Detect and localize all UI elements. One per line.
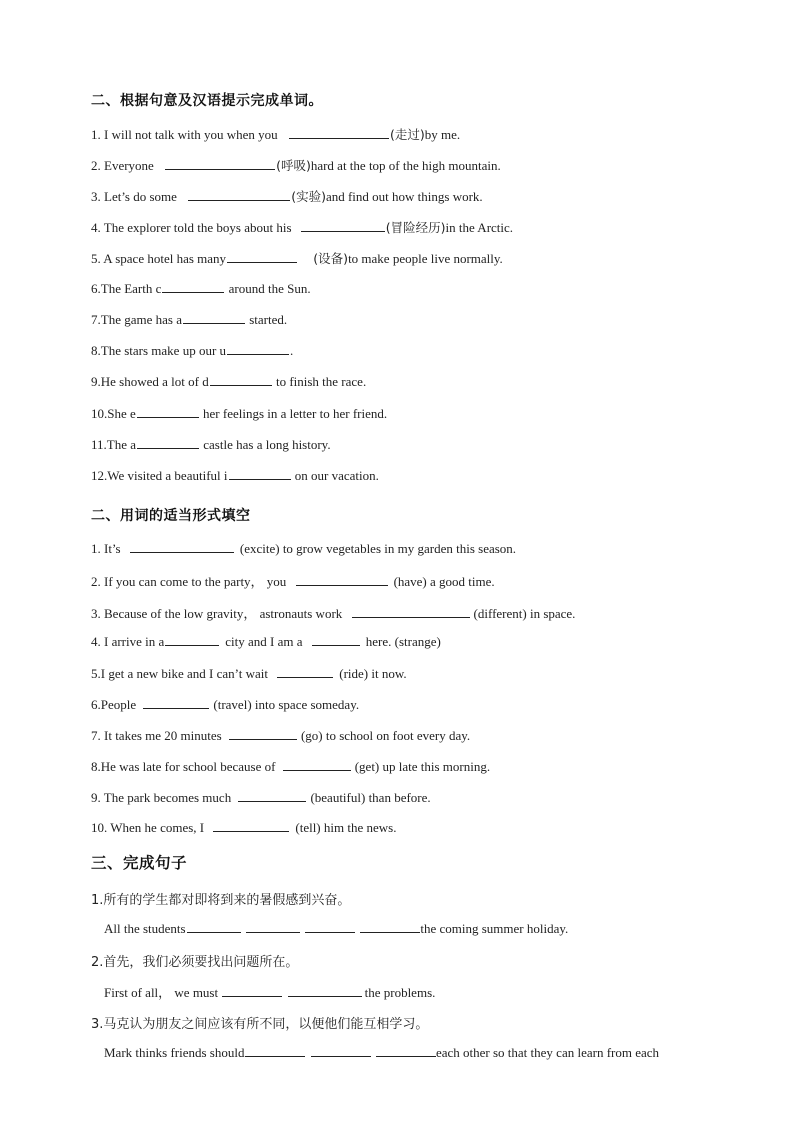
item-text: to make people live normally. xyxy=(348,251,503,266)
item-number: 11. xyxy=(91,437,107,452)
item-text: (different) in space. xyxy=(473,606,576,621)
s3-item-2-answer xyxy=(104,982,435,1001)
item-number: 1. xyxy=(91,541,101,556)
item-text: She e xyxy=(107,406,136,421)
item-text: (tell) him the news. xyxy=(295,820,397,835)
section-3-title: 三、完成句子 xyxy=(91,854,188,872)
item-number: 3. xyxy=(91,606,101,621)
answer-blank[interactable] xyxy=(213,819,289,832)
item-number: 4. xyxy=(91,634,101,649)
answer-blank[interactable] xyxy=(165,157,275,170)
s1-item-6 xyxy=(91,280,311,297)
item-text: It takes me 20 minutes xyxy=(104,728,222,743)
item-text: here. (strange) xyxy=(365,634,441,649)
item-text: (go) to school on foot every day. xyxy=(300,728,471,743)
item-number: 10. xyxy=(91,820,108,835)
item-text: (ride) it now. xyxy=(339,666,407,681)
s2-item-4 xyxy=(91,633,441,650)
answer-blank[interactable] xyxy=(312,633,360,646)
answer-blank[interactable] xyxy=(296,573,388,586)
s1-item-12 xyxy=(91,467,379,484)
item-text: Because of the low gravity， astronauts work xyxy=(104,606,343,621)
answer-blank[interactable] xyxy=(130,540,234,553)
item-text: her feelings in a letter to her friend. xyxy=(203,406,388,421)
item-text: It’s xyxy=(104,541,121,556)
s1-item-2 xyxy=(91,156,501,174)
s2-item-9 xyxy=(91,789,431,806)
s1-item-5 xyxy=(91,249,503,267)
answer-blank[interactable] xyxy=(289,126,389,139)
item-number: 8. xyxy=(91,759,101,774)
item-text: The Earth c xyxy=(100,281,162,296)
answer-blank[interactable] xyxy=(283,758,351,771)
answer-blank[interactable] xyxy=(229,727,297,740)
item-text: The a xyxy=(106,437,137,452)
item-text: (beautiful) than before. xyxy=(310,790,431,805)
item-text: If you can come to the party， you xyxy=(104,574,287,589)
s3-item-3-answer xyxy=(104,1044,659,1061)
s1-item-9 xyxy=(91,373,366,390)
item-text: He showed a lot of d xyxy=(100,374,209,389)
answer-blank[interactable] xyxy=(376,1044,436,1057)
answer-blank[interactable] xyxy=(162,280,224,293)
s1-item-8 xyxy=(91,342,293,359)
item-hint: (冒险经历) xyxy=(385,220,446,235)
item-text: I will not talk with you when you xyxy=(104,127,278,142)
s1-item-4 xyxy=(91,218,513,236)
item-hint: (实验) xyxy=(291,189,326,204)
answer-blank[interactable] xyxy=(238,789,306,802)
section-1-title: 二、根据句意及汉语提示完成单词。 xyxy=(91,93,323,109)
item-number: 2. xyxy=(91,574,101,589)
answer-blank[interactable] xyxy=(229,467,291,480)
item-text: The explorer told the boys about his xyxy=(103,220,292,235)
s1-item-10 xyxy=(91,405,387,422)
item-text: the coming summer holiday. xyxy=(420,921,569,936)
answer-blank[interactable] xyxy=(245,1044,305,1057)
item-text: People xyxy=(100,697,137,712)
answer-blank[interactable] xyxy=(227,342,289,355)
item-number: 4. xyxy=(91,220,101,235)
item-number: 5. xyxy=(91,666,101,681)
answer-blank[interactable] xyxy=(311,1044,371,1057)
item-text: castle has a long history. xyxy=(203,437,331,452)
item-text: the problems. xyxy=(364,985,436,1000)
item-text: by me. xyxy=(424,127,461,142)
item-text: All the students xyxy=(104,921,186,936)
section-2-title: 二、用词的适当形式填空 xyxy=(91,508,251,524)
item-number: 9. xyxy=(91,790,101,805)
item-text: The stars make up our u xyxy=(100,343,227,358)
item-text: to finish the race. xyxy=(275,374,367,389)
item-text: on our vacation. xyxy=(294,468,379,483)
item-number: 1. xyxy=(91,127,101,142)
item-hint: (呼吸) xyxy=(276,158,311,173)
item-text: (excite) to grow vegetables in my garden this season. xyxy=(239,541,517,556)
item-text: started. xyxy=(249,312,288,327)
item-text: (have) a good time. xyxy=(393,574,495,589)
s2-item-7 xyxy=(91,727,470,744)
item-number: 6. xyxy=(91,697,101,712)
answer-blank[interactable] xyxy=(301,219,385,232)
item-number: 9. xyxy=(91,374,101,389)
item-text: He was late for school because of xyxy=(100,759,276,774)
item-number: 6. xyxy=(91,281,101,296)
item-text: Mark thinks friends should xyxy=(104,1045,245,1060)
answer-blank[interactable] xyxy=(143,696,209,709)
item-text: hard at the top of the high mountain. xyxy=(310,158,501,173)
s3-item-3-prompt: 3.马克认为朋友之间应该有所不同，以便他们能互相学习。 xyxy=(91,1017,429,1032)
item-text: I get a new bike and I can’t wait xyxy=(100,666,268,681)
s3-item-2-prompt: 2.首先，我们必须要找出问题所在。 xyxy=(91,955,299,970)
s2-item-6 xyxy=(91,696,359,713)
item-text: A space hotel has many xyxy=(103,251,227,266)
s1-item-7 xyxy=(91,311,287,328)
item-text: The game has a xyxy=(100,312,182,327)
s1-item-11 xyxy=(91,436,331,453)
answer-blank[interactable] xyxy=(277,665,333,678)
answer-blank[interactable] xyxy=(137,436,199,449)
item-number: 7. xyxy=(91,728,101,743)
item-number: 12. xyxy=(91,468,108,483)
answer-blank[interactable] xyxy=(183,311,245,324)
item-text: When he comes, I xyxy=(110,820,205,835)
answer-blank[interactable] xyxy=(246,920,300,933)
item-text: I arrive in a xyxy=(104,634,165,649)
s2-item-8 xyxy=(91,758,490,775)
item-text: First of all， we must xyxy=(104,985,219,1000)
item-text: Let’s do some xyxy=(104,189,177,204)
item-text: . xyxy=(290,343,294,358)
answer-blank[interactable] xyxy=(188,188,290,201)
item-text: We visited a beautiful i xyxy=(107,468,228,483)
answer-blank[interactable] xyxy=(210,373,272,386)
answer-blank[interactable] xyxy=(165,633,219,646)
item-number: 2. xyxy=(91,158,101,173)
item-number: 3. xyxy=(91,189,101,204)
item-number: 7. xyxy=(91,312,101,327)
item-text: each other so that they can learn from each xyxy=(435,1045,660,1060)
answer-blank[interactable] xyxy=(187,920,241,933)
item-number: 5. xyxy=(91,251,101,266)
item-hint: (设备) xyxy=(313,251,349,266)
s3-item-1-prompt: 1.所有的学生都对即将到来的暑假感到兴奋。 xyxy=(91,893,351,908)
item-text: Everyone xyxy=(104,158,154,173)
item-text: (travel) into space someday. xyxy=(213,697,360,712)
s2-item-10 xyxy=(91,819,396,836)
s2-item-3 xyxy=(91,603,575,622)
answer-blank[interactable] xyxy=(288,984,362,997)
item-text: (get) up late this morning. xyxy=(354,759,491,774)
item-number: 8. xyxy=(91,343,101,358)
answer-blank[interactable] xyxy=(137,405,199,418)
s2-item-2 xyxy=(91,571,495,590)
answer-blank[interactable] xyxy=(222,984,282,997)
s2-item-1 xyxy=(91,540,516,557)
s1-item-3 xyxy=(91,187,483,205)
s1-item-1 xyxy=(91,125,460,143)
answer-blank[interactable] xyxy=(227,250,297,263)
item-text: The park becomes much xyxy=(103,790,232,805)
item-text: in the Arctic. xyxy=(445,220,514,235)
s2-item-5 xyxy=(91,665,407,682)
answer-blank[interactable] xyxy=(305,920,355,933)
s3-item-1-answer xyxy=(104,920,568,937)
item-number: 10. xyxy=(91,406,108,421)
item-hint: (走过) xyxy=(389,127,425,142)
answer-blank[interactable] xyxy=(352,605,470,618)
item-text: around the Sun. xyxy=(228,281,311,296)
item-text: city and I am a xyxy=(225,634,303,649)
item-text: and find out how things work. xyxy=(325,189,483,204)
answer-blank[interactable] xyxy=(360,920,420,933)
